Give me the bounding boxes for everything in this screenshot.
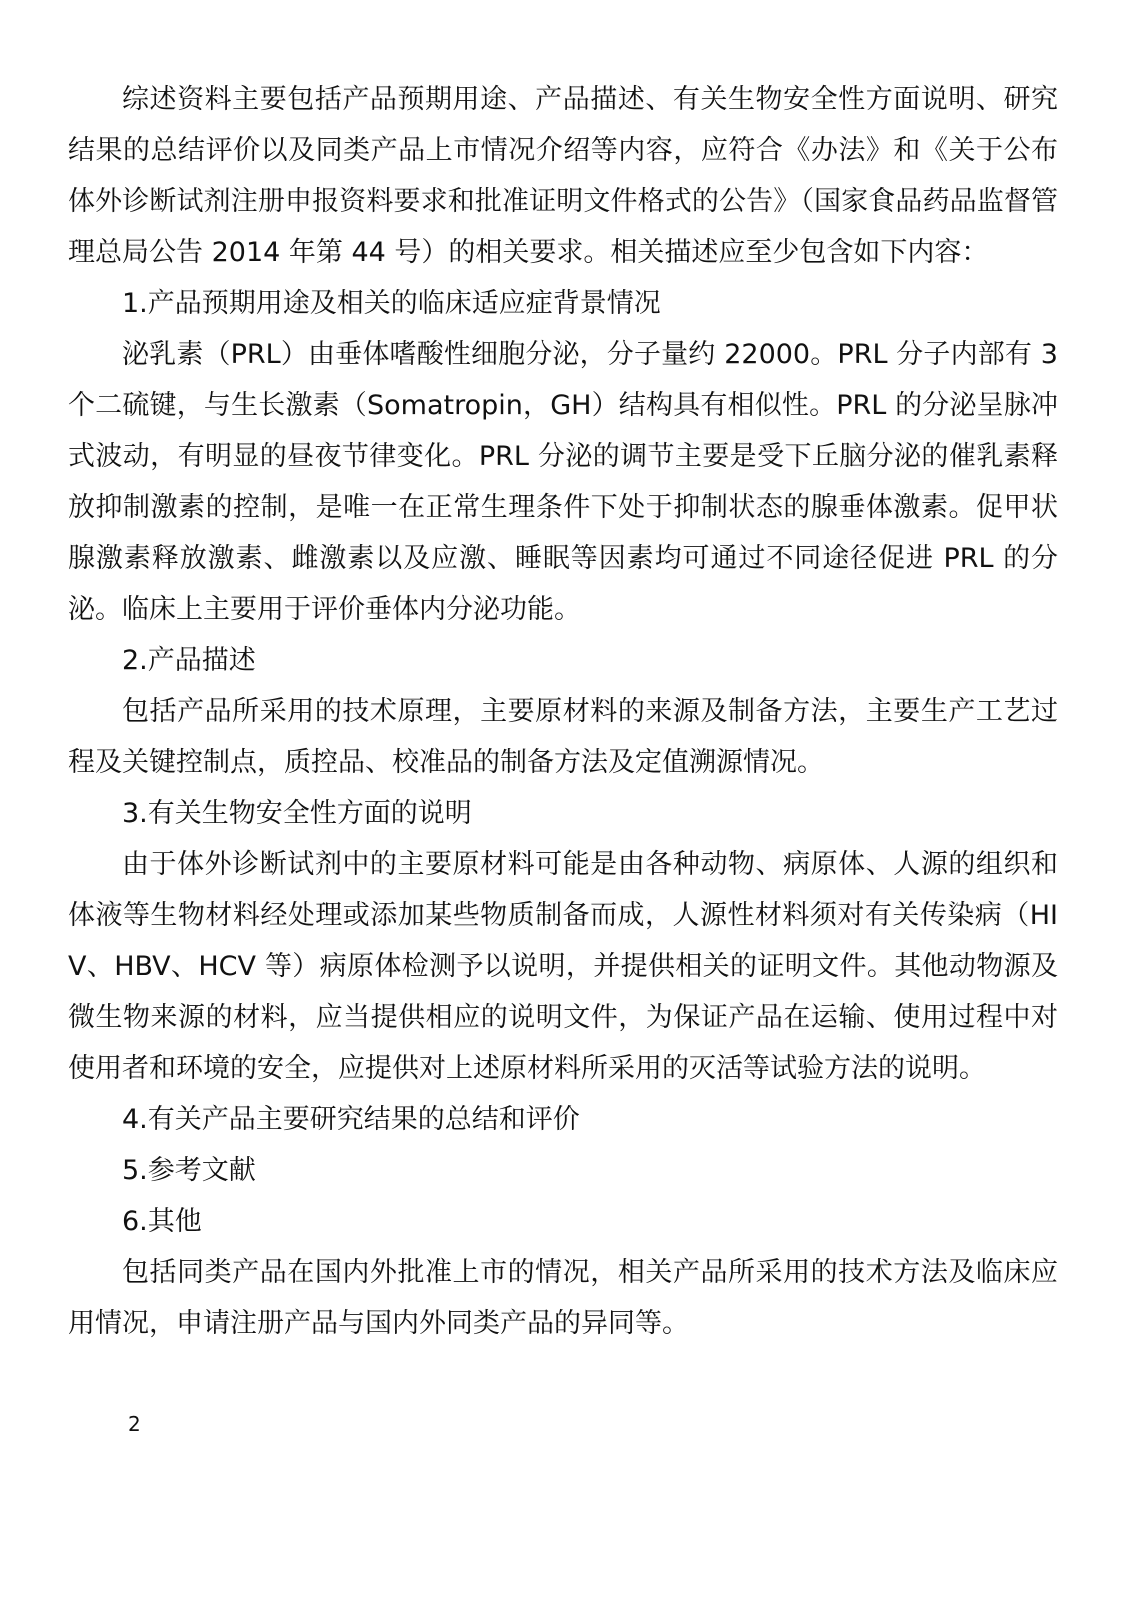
heading-references: 5.参考文献 [122, 1155, 256, 1186]
heading-other: 6.其他 [122, 1206, 202, 1237]
heading-biosafety: 3.有关生物安全性方面的说明 [122, 798, 472, 829]
document-body [68, 74, 1058, 1349]
paragraph-overview: 综述资料主要包括产品预期用途、产品描述、有关生物安全性方面说明、研究结果的总结评价以及同类产品上市情况介绍等内容，应符合《办法》和《关于公布体外诊断试剂注册申报资料要求和批准证明文件格式的公告》（国家食品药品监督管理总局公告 2014 年第 44 号）的相关要求。相关描述应至少包含如下内容： [68, 84, 1058, 268]
heading-research-summary: 4.有关产品主要研究结果的总结和评价 [122, 1104, 580, 1135]
heading-intended-use: 1.产品预期用途及相关的临床适应症背景情况 [122, 288, 661, 319]
heading-product-description: 2.产品描述 [122, 645, 256, 676]
paragraph-other: 包括同类产品在国内外批准上市的情况，相关产品所采用的技术方法及临床应用情况，申请注册产品与国内外同类产品的异同等。 [68, 1257, 1058, 1339]
paragraph-product-description: 包括产品所采用的技术原理，主要原材料的来源及制备方法，主要生产工艺过程及关键控制点，质控品、校准品的制备方法及定值溯源情况。 [68, 696, 1058, 778]
paragraph-biosafety: 由于体外诊断试剂中的主要原材料可能是由各种动物、病原体、人源的组织和体液等生物材料经处理或添加某些物质制备而成，人源性材料须对有关传染病（HIV、HBV、HCV 等）病原体检测予以说明，并提供相关的证明文件。其他动物源及微生物来源的材料，应当提供相应的说明文件，为保证产品在运输、使用过程中对使用者和环境的安全，应提供对上述原材料所采用的灭活等试验方法的说明。 [68, 849, 1058, 1084]
paragraph-prl-background: 泌乳素（PRL）由垂体嗜酸性细胞分泌，分子量约 22000。PRL 分子内部有 3 个二硫键，与生长激素（Somatropin，GH）结构具有相似性。PRL 的分泌呈脉冲式波动，有明显的昼夜节律变化。PRL 分泌的调节主要是受下丘脑分泌的催乳素释放抑制激素的控制，是唯一在正常生理条件下处于抑制状态的腺垂体激素。促甲状腺激素释放激素、雌激素以及应激、睡眠等因素均可通过不同途径促进 PRL 的分泌。临床上主要用于评价垂体内分泌功能。 [68, 339, 1058, 625]
page-number: 2 [128, 1412, 141, 1436]
